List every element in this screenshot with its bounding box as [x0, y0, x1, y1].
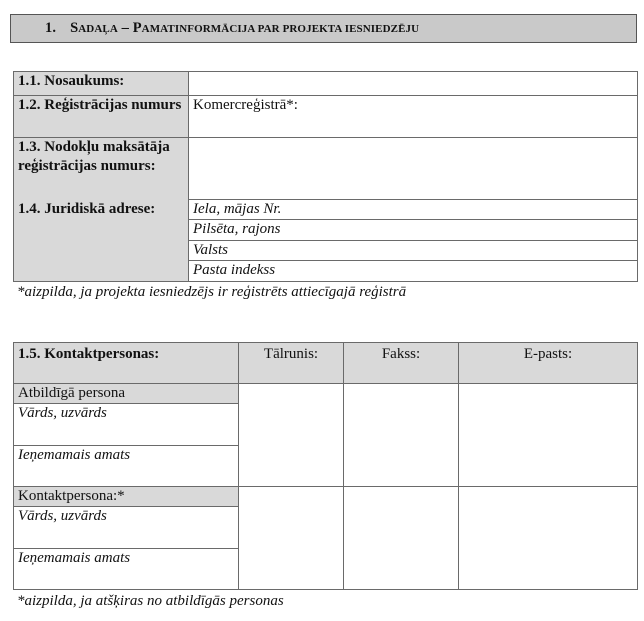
responsible-name-field[interactable]: Vārds, uzvārds: [14, 404, 239, 446]
phone-header: Tālrunis:: [239, 343, 344, 384]
tax-number-value-field[interactable]: [189, 138, 638, 200]
contact-name-field[interactable]: Vārds, uzvārds: [14, 507, 239, 549]
basic-info-table: [13, 71, 638, 282]
email-header: E-pasts:: [459, 343, 638, 384]
city-district-field[interactable]: Pilsēta, rajons: [189, 220, 638, 241]
responsible-fax-field[interactable]: [344, 384, 459, 487]
fax-header: Fakss:: [344, 343, 459, 384]
responsible-person-title: Atbildīgā persona: [14, 384, 239, 404]
responsible-email-field[interactable]: [459, 384, 638, 487]
contact-position-field[interactable]: Ieņemamais amats: [14, 549, 239, 590]
postal-code-field[interactable]: Pasta indekss: [189, 261, 638, 282]
section-title: SADAĻA – PAMATINFORMĀCIJA PAR PROJEKTA IESNIEDZĒJU: [70, 20, 420, 36]
commercial-register-field[interactable]: Komercreģistrā*:: [189, 96, 638, 138]
contact-persons-label: 1.5. Kontaktpersonas:: [14, 343, 239, 384]
section-header: [10, 14, 637, 43]
registration-number-label: 1.2. Reģistrācijas numurs: [14, 96, 189, 138]
contact-persons-table: [13, 342, 638, 590]
name-value-field[interactable]: [189, 72, 638, 96]
name-label: 1.1. Nosaukums:: [14, 72, 189, 96]
register-footnote: *aizpilda, ja projekta iesniedzējs ir reģistrēts attiecīgajā reģistrā: [17, 284, 407, 300]
contact-fax-field[interactable]: [344, 487, 459, 590]
country-field[interactable]: Valsts: [189, 241, 638, 261]
contact-email-field[interactable]: [459, 487, 638, 590]
responsible-phone-field[interactable]: [239, 384, 344, 487]
responsible-position-field[interactable]: Ieņemamais amats: [14, 446, 239, 487]
section-number: 1.: [45, 20, 57, 36]
contact-person-title: Kontaktpersona:*: [14, 487, 239, 507]
street-field[interactable]: Iela, mājas Nr.: [189, 200, 638, 220]
contact-phone-field[interactable]: [239, 487, 344, 590]
contact-footnote: *aizpilda, ja atšķiras no atbildīgās personas: [17, 593, 284, 609]
tax-number-label: 1.3. Nodokļu maksātāja reģistrācijas numurs:: [14, 138, 189, 200]
legal-address-label: 1.4. Juridiskā adrese:: [14, 200, 189, 282]
